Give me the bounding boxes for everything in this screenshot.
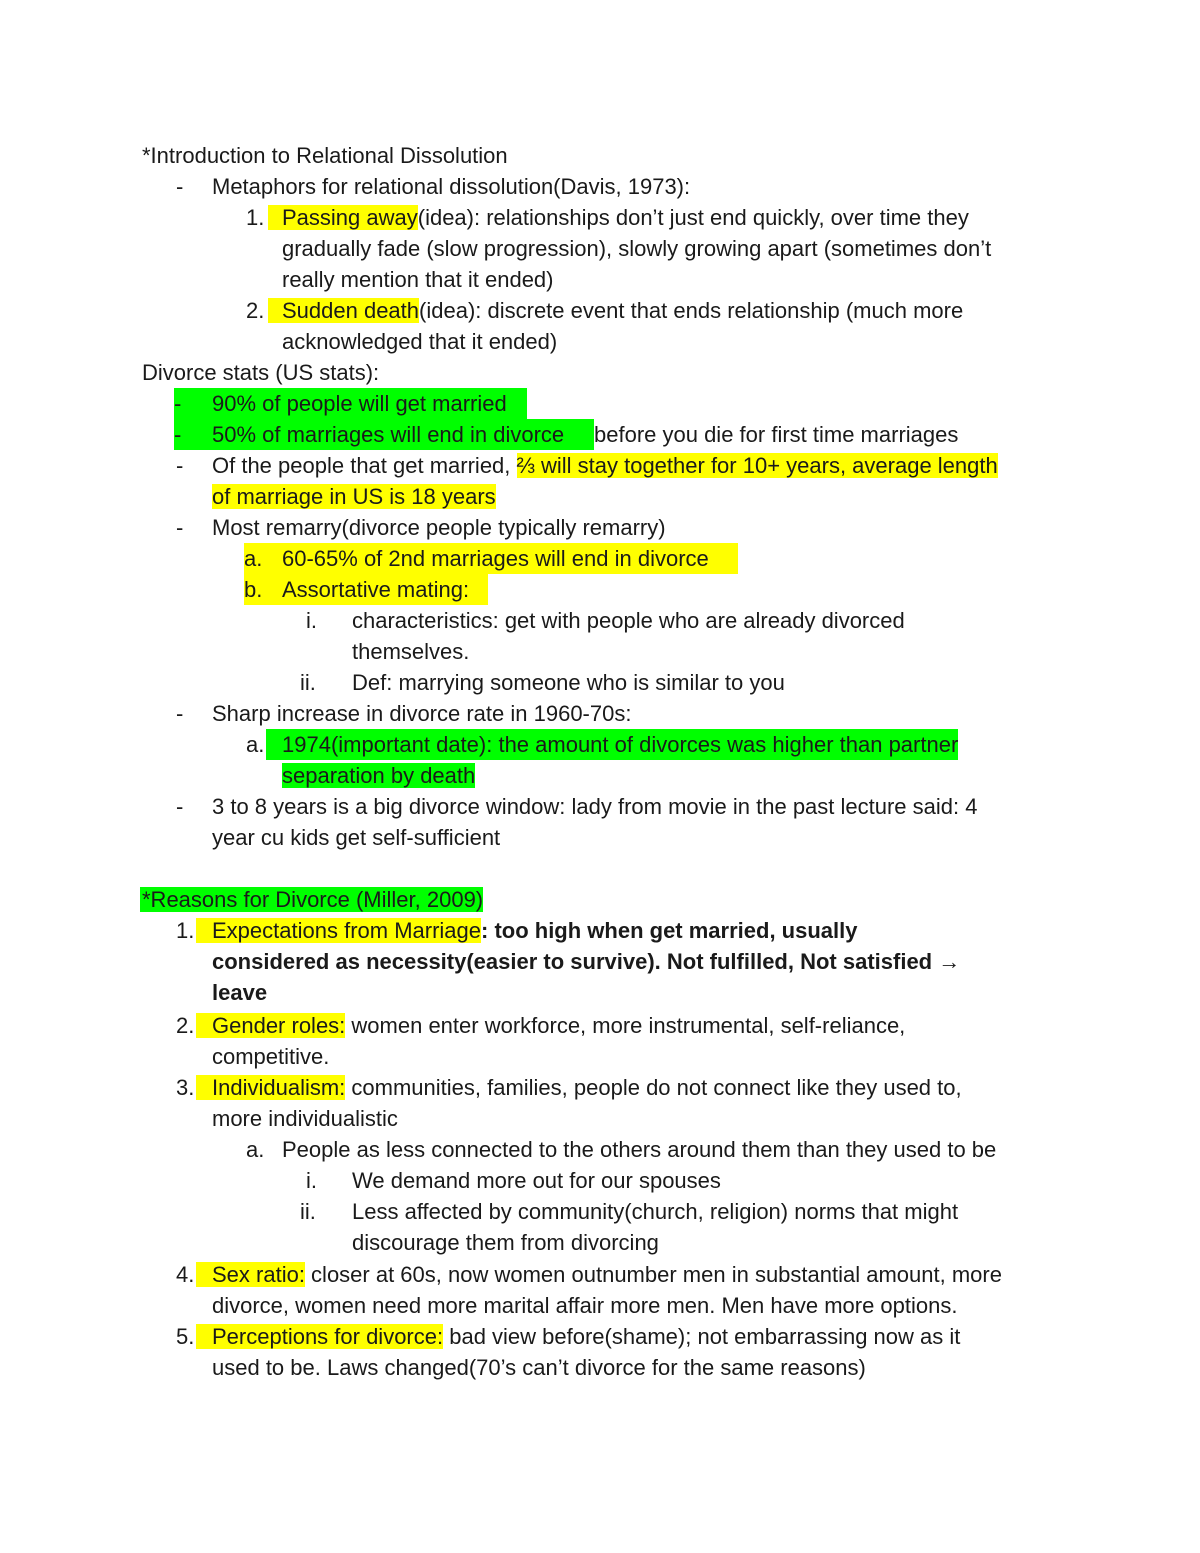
- list-item-text: before you die for first time marriages: [594, 422, 959, 447]
- list-item-continuation: competitive.: [212, 1044, 330, 1069]
- list-item-text: [268, 202, 969, 233]
- text-span: Of the people that get married,: [212, 453, 517, 478]
- list-item-continuation: considered as necessity(easier to survive). Not fulfilled, Not satisfied →: [212, 949, 961, 974]
- list-item-continuation: divorce, women need more marital affair more men. Men have more options.: [212, 1293, 958, 1318]
- text-span: (idea): discrete event that ends relationship (much more: [419, 298, 964, 323]
- highlight-sex-ratio: Sex ratio:: [196, 1262, 305, 1287]
- list-item-continuation: really mention that it ended): [282, 267, 554, 292]
- highlight-second-marriages: [244, 543, 738, 574]
- list-item-text: Metaphors for relational dissolution(Davis, 1973):: [212, 174, 691, 199]
- list-number: 3.: [176, 1075, 195, 1100]
- list-item-text: 60-65% of 2nd marriages will end in divorce: [282, 546, 709, 571]
- highlight-together-stat: ⅔ will stay together for 10+ years, average length: [516, 453, 998, 478]
- bullet-marker: -: [176, 701, 184, 726]
- highlight-married-stat: [174, 388, 527, 419]
- bullet-marker: -: [176, 515, 184, 540]
- list-item-continuation: leave: [212, 980, 268, 1005]
- list-item-text: We demand more out for our spouses: [352, 1168, 721, 1193]
- list-number: 5.: [176, 1324, 195, 1349]
- list-marker: a.: [246, 732, 265, 757]
- section-title-introduction: *Introduction to Relational Dissolution: [142, 143, 508, 168]
- bullet-marker: -: [176, 453, 184, 478]
- text-span: closer at 60s, now women outnumber men in substantial amount, more: [304, 1262, 1002, 1287]
- list-item-text: [196, 1321, 960, 1352]
- highlighted-text: 50% of marriages will end in divorce: [212, 422, 565, 447]
- highlight-expectations: Expectations from Marriage: [196, 918, 481, 943]
- list-marker: b.: [244, 577, 263, 602]
- list-marker: i.: [306, 1168, 317, 1193]
- highlight-average-length: of marriage in US is 18 years: [212, 484, 496, 509]
- list-item-continuation: acknowledged that it ended): [282, 329, 558, 354]
- list-item-text: Most remarry(divorce people typically remarry): [212, 515, 666, 540]
- list-item-text: Sharp increase in divorce rate in 1960-70s:: [212, 701, 632, 726]
- list-item-text: characteristics: get with people who are already divorced: [352, 608, 905, 633]
- list-number: 2.: [246, 298, 265, 323]
- highlight-sudden-death: Sudden death: [268, 298, 419, 323]
- list-item-continuation: [282, 760, 475, 791]
- list-item-text: 90% of people will get married: [212, 391, 507, 416]
- list-item-text: Less affected by community(church, religion) norms that might: [352, 1199, 959, 1224]
- list-marker: i.: [306, 608, 317, 633]
- list-item-continuation: discourage them from divorcing: [352, 1230, 659, 1255]
- text-span: communities, families, people do not connect like they used to,: [345, 1075, 962, 1100]
- highlight-1974: 1974(important date): the amount of divorces was higher than partner: [266, 729, 958, 760]
- list-item-continuation: themselves.: [352, 639, 470, 664]
- section-title-divorce-stats: Divorce stats (US stats):: [142, 360, 380, 385]
- bullet-marker: -: [174, 422, 182, 447]
- list-item-continuation: gradually fade (slow progression), slowly growing apart (sometimes don’t: [282, 236, 992, 261]
- highlight-perceptions: Perceptions for divorce:: [196, 1324, 443, 1349]
- text-span: women enter workforce, more instrumental, self-reliance,: [345, 1013, 906, 1038]
- list-item-text: [196, 1072, 962, 1103]
- list-item-continuation: more individualistic: [212, 1106, 398, 1131]
- highlight-gender-roles: Gender roles:: [196, 1013, 345, 1038]
- list-item-text: 3 to 8 years is a big divorce window: lady from movie in the past lecture said: 4: [212, 794, 978, 819]
- bullet-marker: -: [174, 391, 182, 416]
- list-item-continuation: [212, 481, 496, 512]
- list-item-continuation: year cu kids get self-sufficient: [212, 825, 501, 850]
- list-marker: a.: [244, 546, 263, 571]
- highlight-passing-away: Passing away: [268, 205, 418, 230]
- list-item-text: People as less connected to the others around them than they used to be: [282, 1137, 997, 1162]
- list-item-text: Def: marrying someone who is similar to you: [352, 670, 785, 695]
- list-number: 4.: [176, 1262, 195, 1287]
- list-item-text: [212, 450, 998, 481]
- list-number: 1.: [246, 205, 265, 230]
- list-item-text: [268, 295, 963, 326]
- list-marker: ii.: [300, 670, 316, 695]
- list-item-continuation: used to be. Laws changed(70’s can’t divorce for the same reasons): [212, 1355, 866, 1380]
- list-marker: ii.: [300, 1199, 316, 1224]
- list-item-text: Assortative mating:: [282, 577, 470, 602]
- list-item-text: [196, 1259, 1002, 1290]
- text-span: : too high when get married, usually: [481, 918, 858, 943]
- list-item-text: [196, 1010, 905, 1041]
- list-number: 1.: [176, 918, 195, 943]
- section-title-reasons: [140, 884, 483, 915]
- bullet-marker: -: [176, 794, 184, 819]
- highlight-reasons-title: *Reasons for Divorce (Miller, 2009): [142, 887, 484, 912]
- list-item-text: [196, 915, 857, 946]
- highlight-separation-by-death: separation by death: [282, 763, 476, 788]
- highlight-individualism: Individualism:: [196, 1075, 345, 1100]
- list-number: 2.: [176, 1013, 195, 1038]
- text-span: (idea): relationships don’t just end quickly, over time they: [417, 205, 969, 230]
- list-marker: a.: [246, 1137, 265, 1162]
- bullet-marker: -: [176, 174, 184, 199]
- highlight-assortative-mating: [244, 574, 488, 605]
- text-span: bad view before(shame); not embarrassing now as it: [443, 1324, 961, 1349]
